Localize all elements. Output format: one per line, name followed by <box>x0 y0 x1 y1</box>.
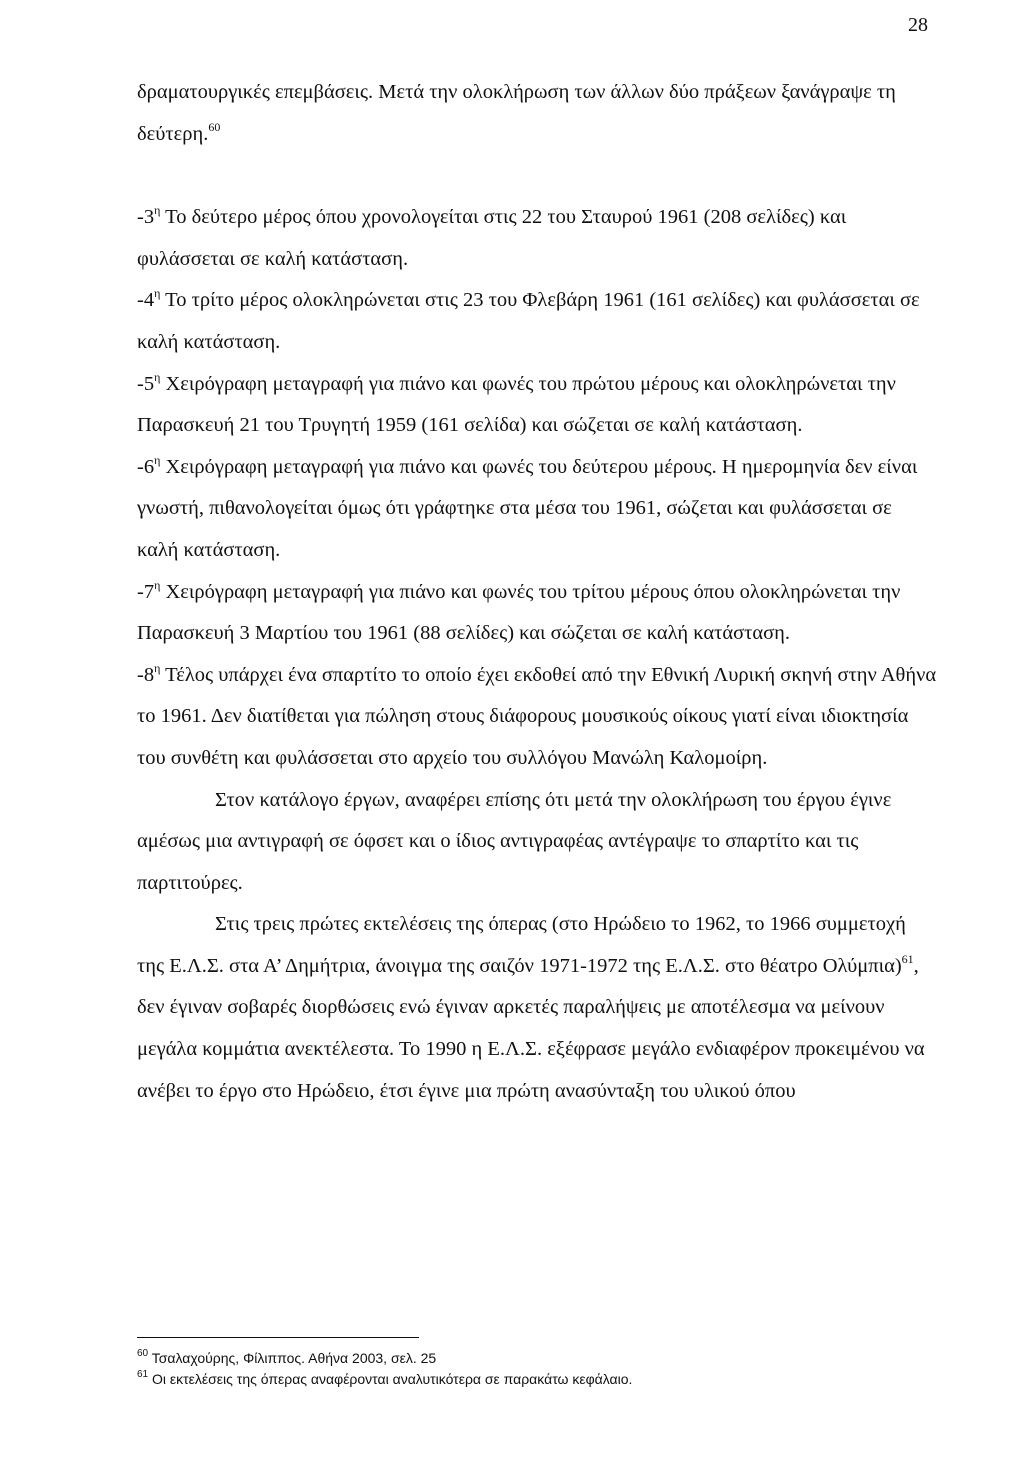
footnote-ref-60[interactable]: 60 <box>208 119 221 134</box>
paragraph-catalogue: Στον κατάλογο έργων, αναφέρει επίσης ότι μετά την ολοκλήρωση του έργου έγινε αμέσως μια αντιγραφή σε όφσετ και ο ίδιος αντιγραφέας αντέγραψε το σπαρτίτο και τις παρτιτούρες. <box>137 788 892 894</box>
item-text: Το δεύτερο μέρος όπου χρονολογείται στις 22 του Σταυρού 1961 (208 σελίδες) και φυλάσσεται σε καλή κατάσταση. <box>137 206 847 270</box>
list-item-4 <box>137 280 937 363</box>
list-item-3 <box>137 197 937 280</box>
item-number: -8 <box>137 663 155 686</box>
item-text: Χειρόγραφη μεταγραφή για πιάνο και φωνές του πρώτου μέρους και ολοκληρώνεται την Παρασκευή 21 του Τρυγητή 1959 (161 σελίδα) και σώζεται σε καλή κατάσταση. <box>137 372 896 437</box>
footnote-number: 61 <box>137 1369 149 1380</box>
footnote-ref-61[interactable]: 61 <box>901 951 914 966</box>
list-item-6 <box>137 447 937 572</box>
ordinal-suffix: η <box>154 452 161 467</box>
paragraph-gap <box>137 155 937 197</box>
footnotes <box>137 1348 937 1390</box>
footnote-text: Τσαλαχούρης, Φίλιππος. Αθήνα 2003, σελ. 25 <box>151 1350 437 1366</box>
footnote-text: Οι εκτελέσεις της όπερας αναφέρονται αναλυτικότερα σε παρακάτω κεφάλαιο. <box>152 1371 633 1387</box>
paragraph-text: δραματουργικές επεμβάσεις. Μετά την ολοκλήρωση των άλλων δύο πράξεων ξανάγραψε τη δεύτερη. <box>137 81 896 145</box>
list-item-8 <box>137 655 937 780</box>
paragraph-intro <box>137 72 937 155</box>
item-text: Το τρίτο μέρος ολοκληρώνεται στις 23 του Φλεβάρη 1961 (161 σελίδες) και φυλάσσεται σε καλή κατάσταση. <box>137 289 920 353</box>
item-number: -4 <box>137 289 155 312</box>
paragraph-text: Στις τρεις πρώτες εκτελέσεις της όπερας (στο Ηρώδειο το 1962, το 1966 συμμετοχή της Ε.Λ.Σ. στα Α’ Δημήτρια, άνοιγμα της σαιζόν 1971-1972 της Ε.Λ.Σ. στο θέατρο Ολύμπια) <box>137 913 906 977</box>
item-number: -6 <box>137 455 155 478</box>
list-item-7 <box>137 572 937 655</box>
footnote-separator <box>137 1337 419 1338</box>
item-text: Χειρόγραφη μεταγραφή για πιάνο και φωνές του δεύτερου μέρους. Η ημερομηνία δεν είναι γνωστή, πιθανολογείται όμως ότι γράφτηκε στα μέσα του 1961, σώζεται και φυλάσσεται σε καλή κατάσταση. <box>137 455 918 561</box>
item-text: Τέλος υπάρχει ένα σπαρτίτο το οποίο έχει εκδοθεί από την Εθνική Λυρική σκηνή στην Αθήνα το 1961. Δεν διατίθεται για πώληση στους διάφορους μουσικούς οίκους γιατί είναι ιδιοκτησία του συνθέτη και φυλάσσεται στο αρχείο του συλλόγου Μανώλη Καλομοίρη. <box>137 663 937 769</box>
footnote-number: 60 <box>137 1348 149 1359</box>
ordinal-suffix: η <box>154 369 161 384</box>
ordinal-suffix: η <box>154 286 161 301</box>
paragraph-performances <box>137 904 937 1112</box>
item-number: -3 <box>137 206 155 229</box>
page-body <box>137 72 937 1112</box>
item-text: Χειρόγραφη μεταγραφή για πιάνο και φωνές του τρίτου μέρους όπου ολοκληρώνεται την Παρασκευή 3 Μαρτίου του 1961 (88 σελίδες) και σώζεται σε καλή κατάσταση. <box>137 580 901 645</box>
ordinal-suffix: η <box>154 660 161 675</box>
paragraph-text: , δεν έγιναν σοβαρές διορθώσεις ενώ έγιναν αρκετές παραλήψεις με αποτέλεσμα να μείνουν μεγάλα κομμάτια ανεκτέλεστα. Το 1990 η Ε.Λ.Σ. εξέφρασε μεγάλο ενδιαφέρον προκειμένου να ανέβει το έργο στο Ηρώδειο, έτσι έγινε μια πρώτη ανασύνταξη του υλικού όπου <box>137 954 925 1102</box>
ordinal-suffix: η <box>154 577 161 592</box>
footnote-60 <box>137 1348 937 1369</box>
page-number: 28 <box>908 14 928 36</box>
item-number: -5 <box>137 372 155 395</box>
list-item-5 <box>137 364 937 447</box>
ordinal-suffix: η <box>154 203 161 218</box>
item-number: -7 <box>137 580 155 603</box>
footnote-61 <box>137 1369 937 1390</box>
